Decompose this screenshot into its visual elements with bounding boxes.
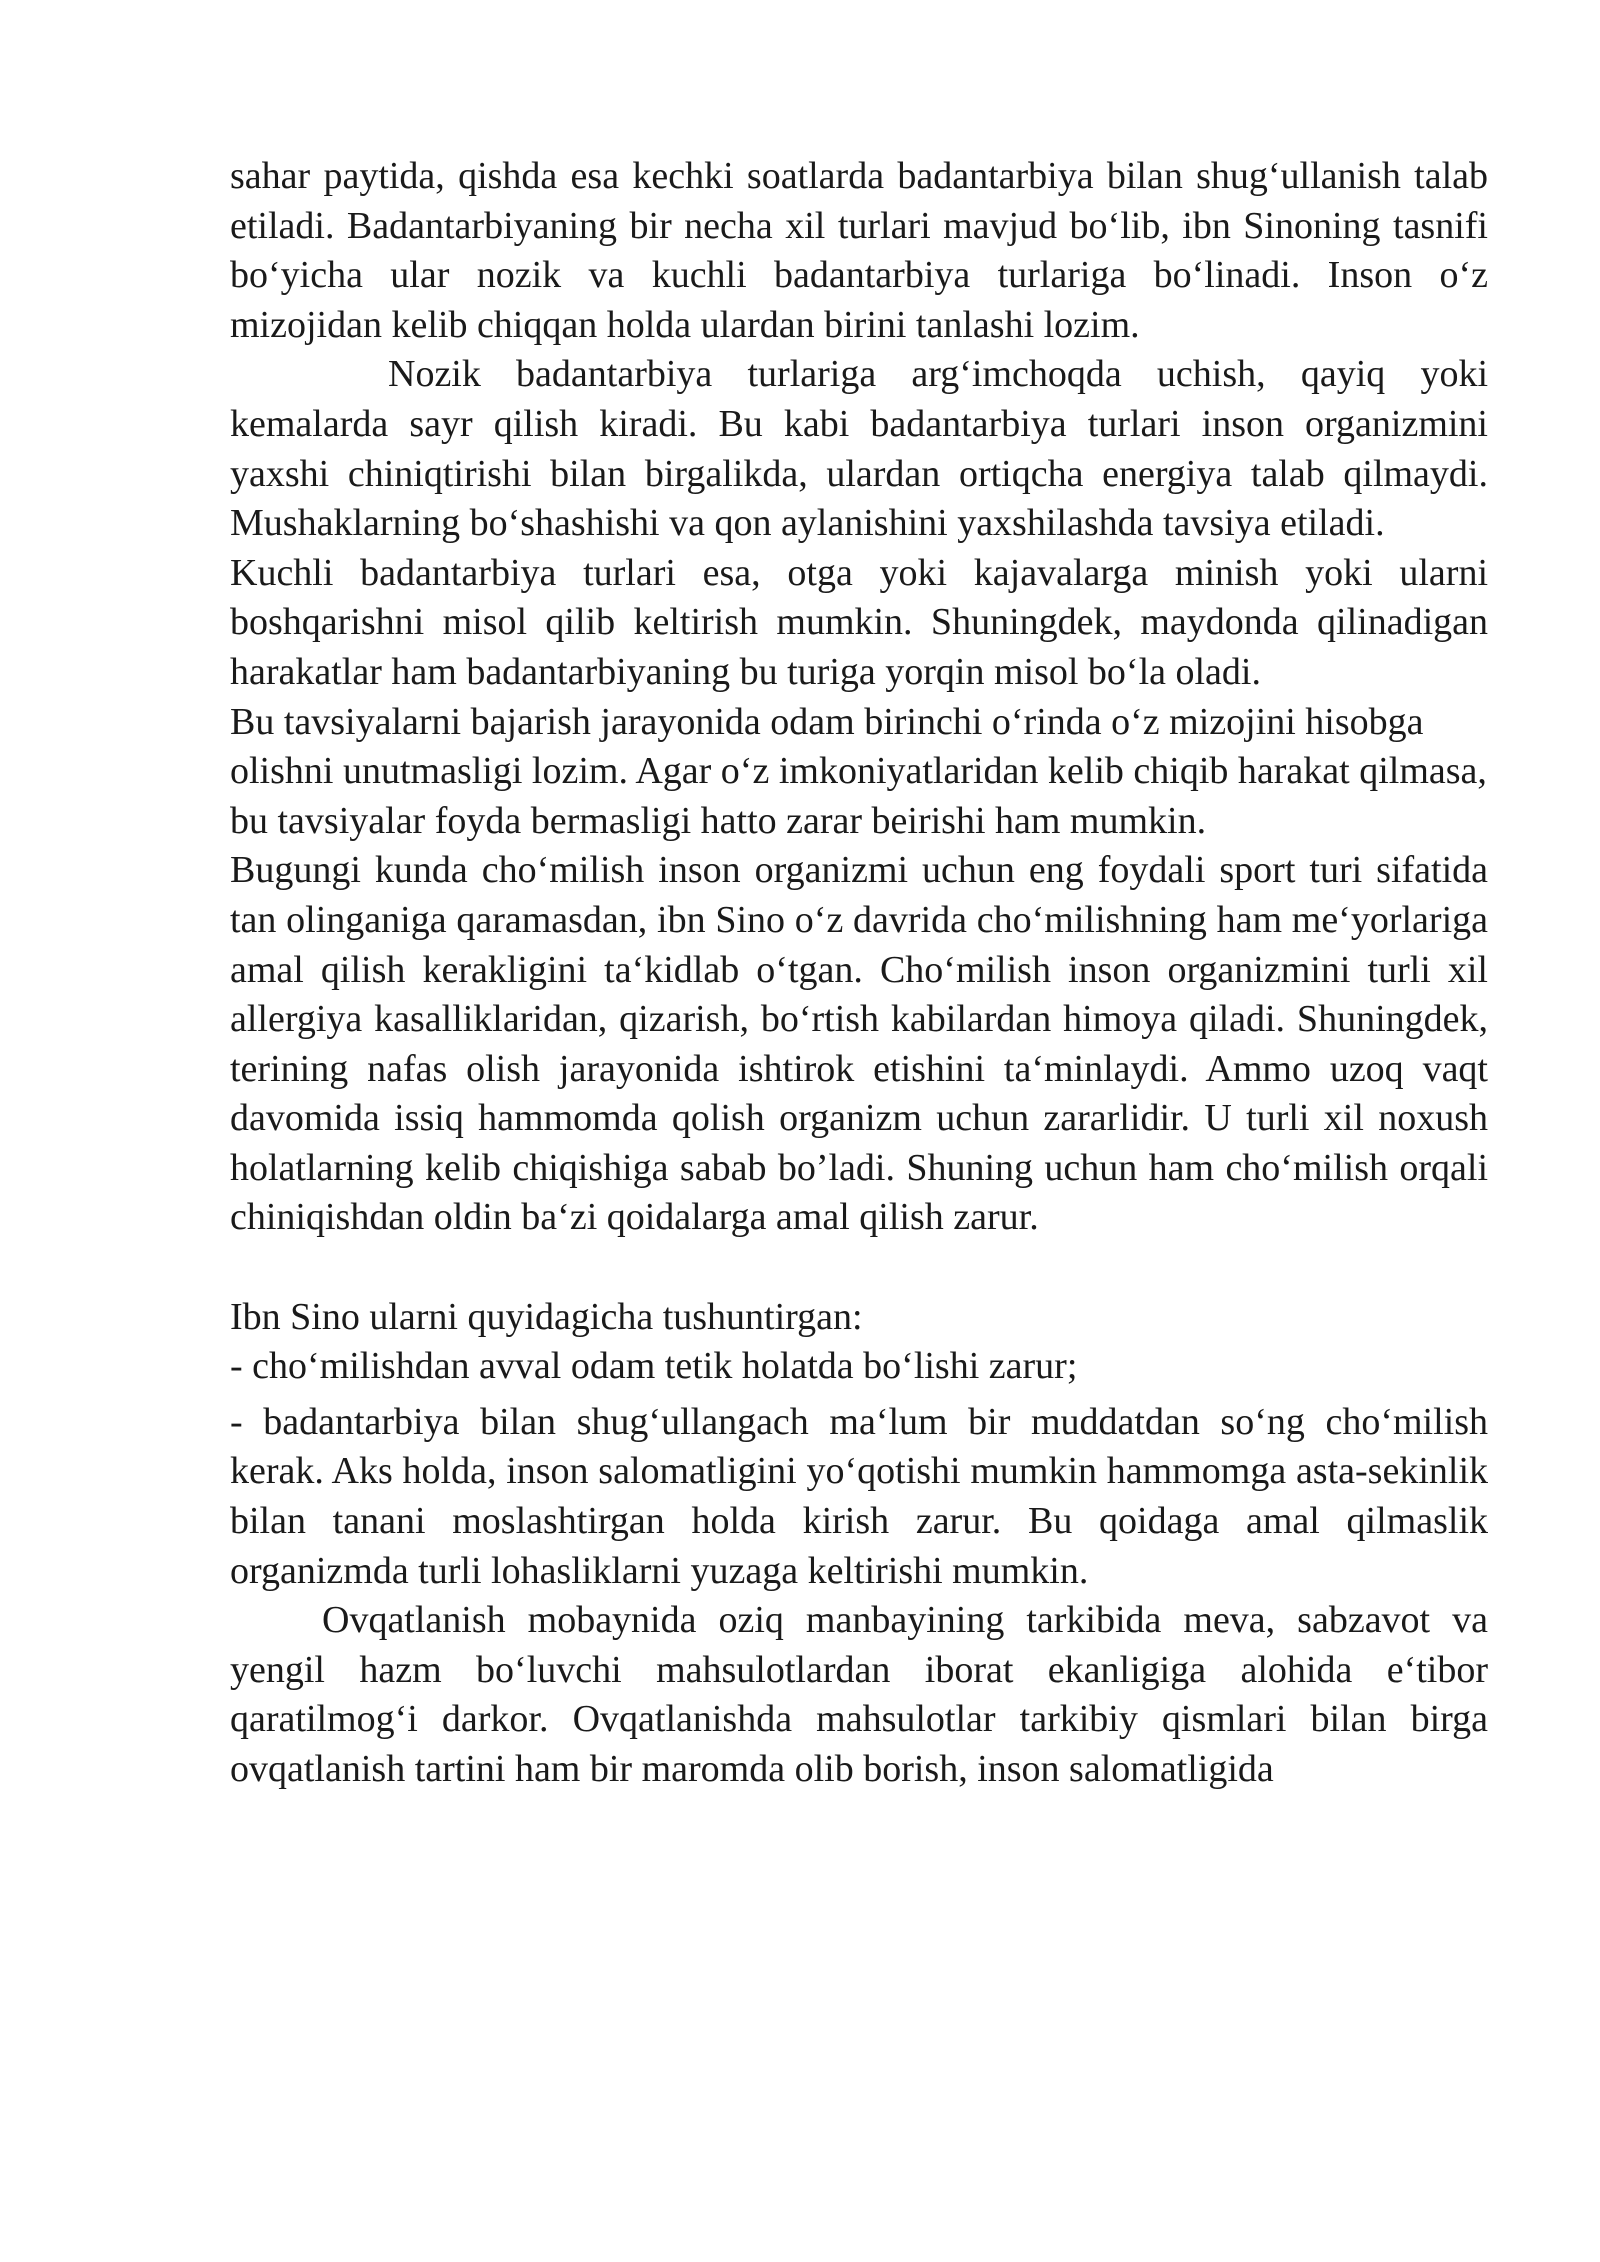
list-item-2: - badantarbiya bilan shug‘ullangach ma‘lum bir muddatdan so‘ng cho‘milish kerak. Aks holda, inson salomatligini yo‘qotishi mumkin hammomga asta-sekinlik bilan tanani moslashtirgan holda kirish zarur. Bu qoidaga amal qilmaslik organizmda turli lohasliklarni yuzaga keltirishi mumkin.	[230, 1400, 1488, 1592]
paragraph-1: sahar paytida, qishda esa kechki soatlarda badantarbiya bilan shug‘ullanish talab etiladi. Badantarbiyaning bir necha xil turlari mavjud bo‘lib, ibn Sinoning tasnifi bo‘yicha ular nozik va kuchli badantarbiya turlariga bo‘linadi. Inson o‘z mizojidan kelib chiqqan holda ulardan birini tanlashi lozim.	[230, 155, 1488, 346]
paragraph-5: Bugungi kunda cho‘milish inson organizmi uchun eng foydali sport turi sifatida tan olinganiga qaramasdan, ibn Sino o‘z davrida cho‘milishning ham me‘yorlariga amal qilish kerakligini ta‘kidlab o‘tgan. Cho‘milish inson organizmini turli xil allergiya kasalliklaridan, qizarish, bo‘rtish kabilardan himoya qiladi. Shuningdek, terining nafas olish jarayonida ishtirok etishini ta‘minlaydi. Ammo uzoq vaqt davomida issiq hammomda qolish organizm uchun zararlidir. U turli xil noxush holatlarning kelib chiqishiga sabab bo’ladi. Shuning uchun ham cho‘milish orqali chiniqishdan oldin ba‘zi qoidalarga amal qilish zarur.	[230, 849, 1488, 1239]
document-page	[230, 152, 1488, 1795]
paragraph-3: Kuchli badantarbiya turlari esa, otga yoki kajavalarga minish yoki ularni boshqarishni misol qilib keltirish mumkin. Shuningdek, maydonda qilinadigan harakatlar ham badantarbiyaning bu turiga yorqin misol bo‘la oladi.	[230, 551, 1488, 693]
paragraph-2: Nozik badantarbiya turlariga arg‘imchoqda uchish, qayiq yoki kemalarda sayr qilish kiradi. Bu kabi badantarbiya turlari inson organizmini yaxshi chiniqtirishi bilan birgalikda, ulardan ortiqcha energiya talab qilmaydi. Mushaklarning bo‘shashishi va qon aylanishini yaxshilashda tavsiya etiladi.	[230, 353, 1488, 545]
blank-line	[230, 1243, 1488, 1293]
paragraph-4: Bu tavsiyalarni bajarish jarayonida odam birinchi o‘rinda o‘z mizojini hisobga olishni unutmasligi lozim. Agar o‘z imkoniyatlaridan kelib chiqib harakat qilmasa, bu tavsiyalar foyda bermasligi hatto zarar beirishi ham mumkin.	[230, 700, 1487, 842]
paragraph-6: Ovqatlanish mobaynida oziq manbayining tarkibida meva, sabzavot va yengil hazm bo‘luvchi mahsulotlardan iborat ekanligiga alohida e‘tibor qaratilmog‘i darkor. Ovqatlanishda mahsulotlar tarkibiy qismlari bilan birga ovqatlanish tartini ham bir maromda olib borish, inson salomatligida	[230, 1599, 1488, 1790]
list-intro: Ibn Sino ularni quyidagicha tushuntirgan:	[230, 1295, 863, 1338]
list-item-1: - cho‘milishdan avval odam tetik holatda bo‘lishi zarur;	[230, 1345, 1078, 1388]
